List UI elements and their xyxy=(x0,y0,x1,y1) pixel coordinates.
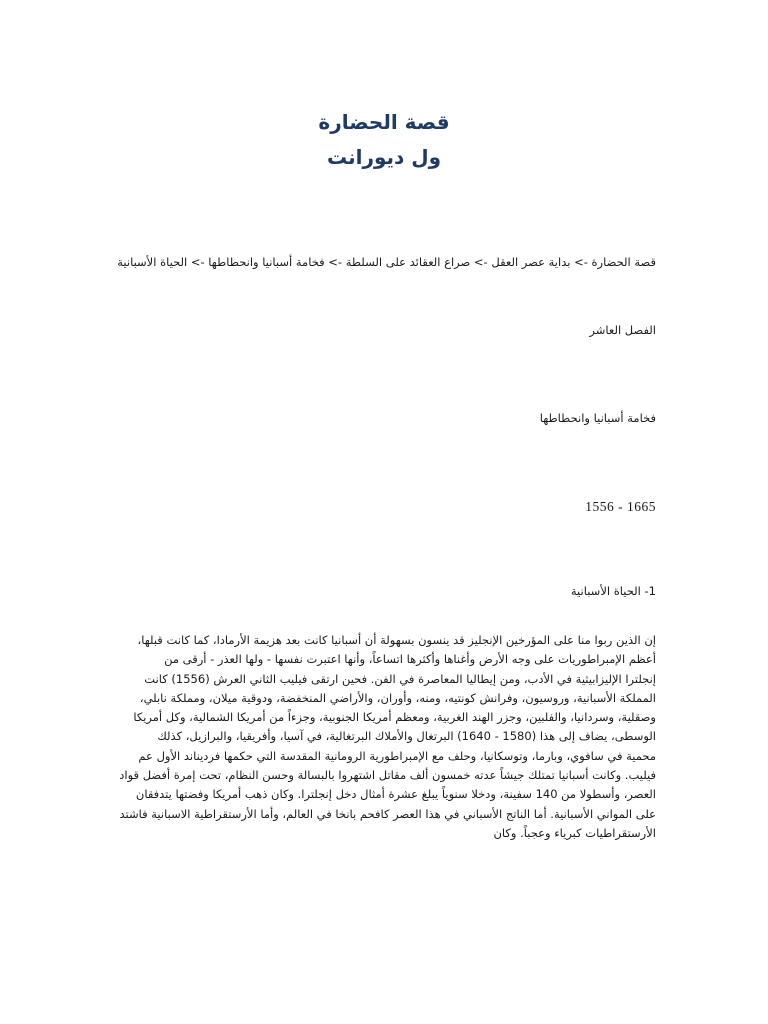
body-line: إن الذين ربوا منا على المؤرخين الإنجليز قد ينسون بسهولة أن أسبانيا كانت بعد هزيمة الأرمادا، كما كانت قبلها، xyxy=(137,633,656,647)
body-line: الأرستقراطيات كبرياء وعجباً. وكان xyxy=(493,825,656,840)
document-title: قصة الحضارة xyxy=(318,110,450,134)
body-line: محمية في سافوي، وبارما، وتوسكانيا، وحلف مع الإمبراطورية الرومانية المقدسة التي حكمها فرديناند الأول عم xyxy=(138,748,656,763)
body-paragraph xyxy=(108,631,656,843)
chapter-heading: الفصل العاشر xyxy=(589,323,656,337)
body-line: فيليب. وكانت أسبانيا تمتلك جيشاً عدته خمسون ألف مقاتل اشتهروا بالبسالة وحسن النظام، تحت إمرة أفضل قواد xyxy=(119,768,656,783)
body-line: وصقلية، وسردانيا، والفلبين، وجزر الهند الغربية، ومعظم أمريكا الجنوبية، وجزءاً من أمريكا الشمالية، وكل أمريكا xyxy=(133,710,656,725)
subsection-heading: 1- الحياة الأسبانية xyxy=(570,584,656,598)
document-author: ول ديورانت xyxy=(326,145,442,169)
section-title: فخامة أسبانيا وانحطاطها xyxy=(539,411,656,425)
breadcrumb: قصة الحضارة -> بداية عصر العقل -> صراع العقائد على السلطة -> فخامة أسبانيا وانحطاطها -> الحياة الأسبانية xyxy=(117,255,656,269)
body-line: على المواني الأسبانية. أما الناتج الأسباني في هذا العصر كافحم بانخا في العالم، وأما الأرستقراطية الاسبانية فاشتد xyxy=(119,806,656,821)
body-line: أعظم الإمبراطوريات على وجه الأرض وأغناها وأكثرها اتساعاً، وأنها اعتبرت نفسها - ولها العذر - أرقى من xyxy=(164,652,656,667)
year-range: 1556 - 1665 xyxy=(585,499,656,514)
body-line: المملكة الأسبانية، وروسيون، وفرانش كونتيه، ومنه، وأوران، والأراضي المنخفضة، ودوقية ميلان، ومملكة نابلي، xyxy=(139,690,656,705)
body-line: إنجلترا الإليزابيثية في الأدب، ومن إيطاليا المعاصرة في الفن. فحين ارتقى فيليب الثاني العرش (1556) كانت xyxy=(144,671,656,686)
body-line: العصر، وأسطولا من 140 سفينة، ودخلا سنوياً يبلغ عشرة أمثال دخل إنجلترا. وكان ذهب أمريكا وفضتها يتدفقان xyxy=(135,787,656,802)
body-line: الوسطى، يضاف إلى هذا (1580 - 1640) البرتغال والأملاك البرتغالية، في آسيا، وأفريقيا، والبرازيل، كذلك xyxy=(157,729,656,744)
